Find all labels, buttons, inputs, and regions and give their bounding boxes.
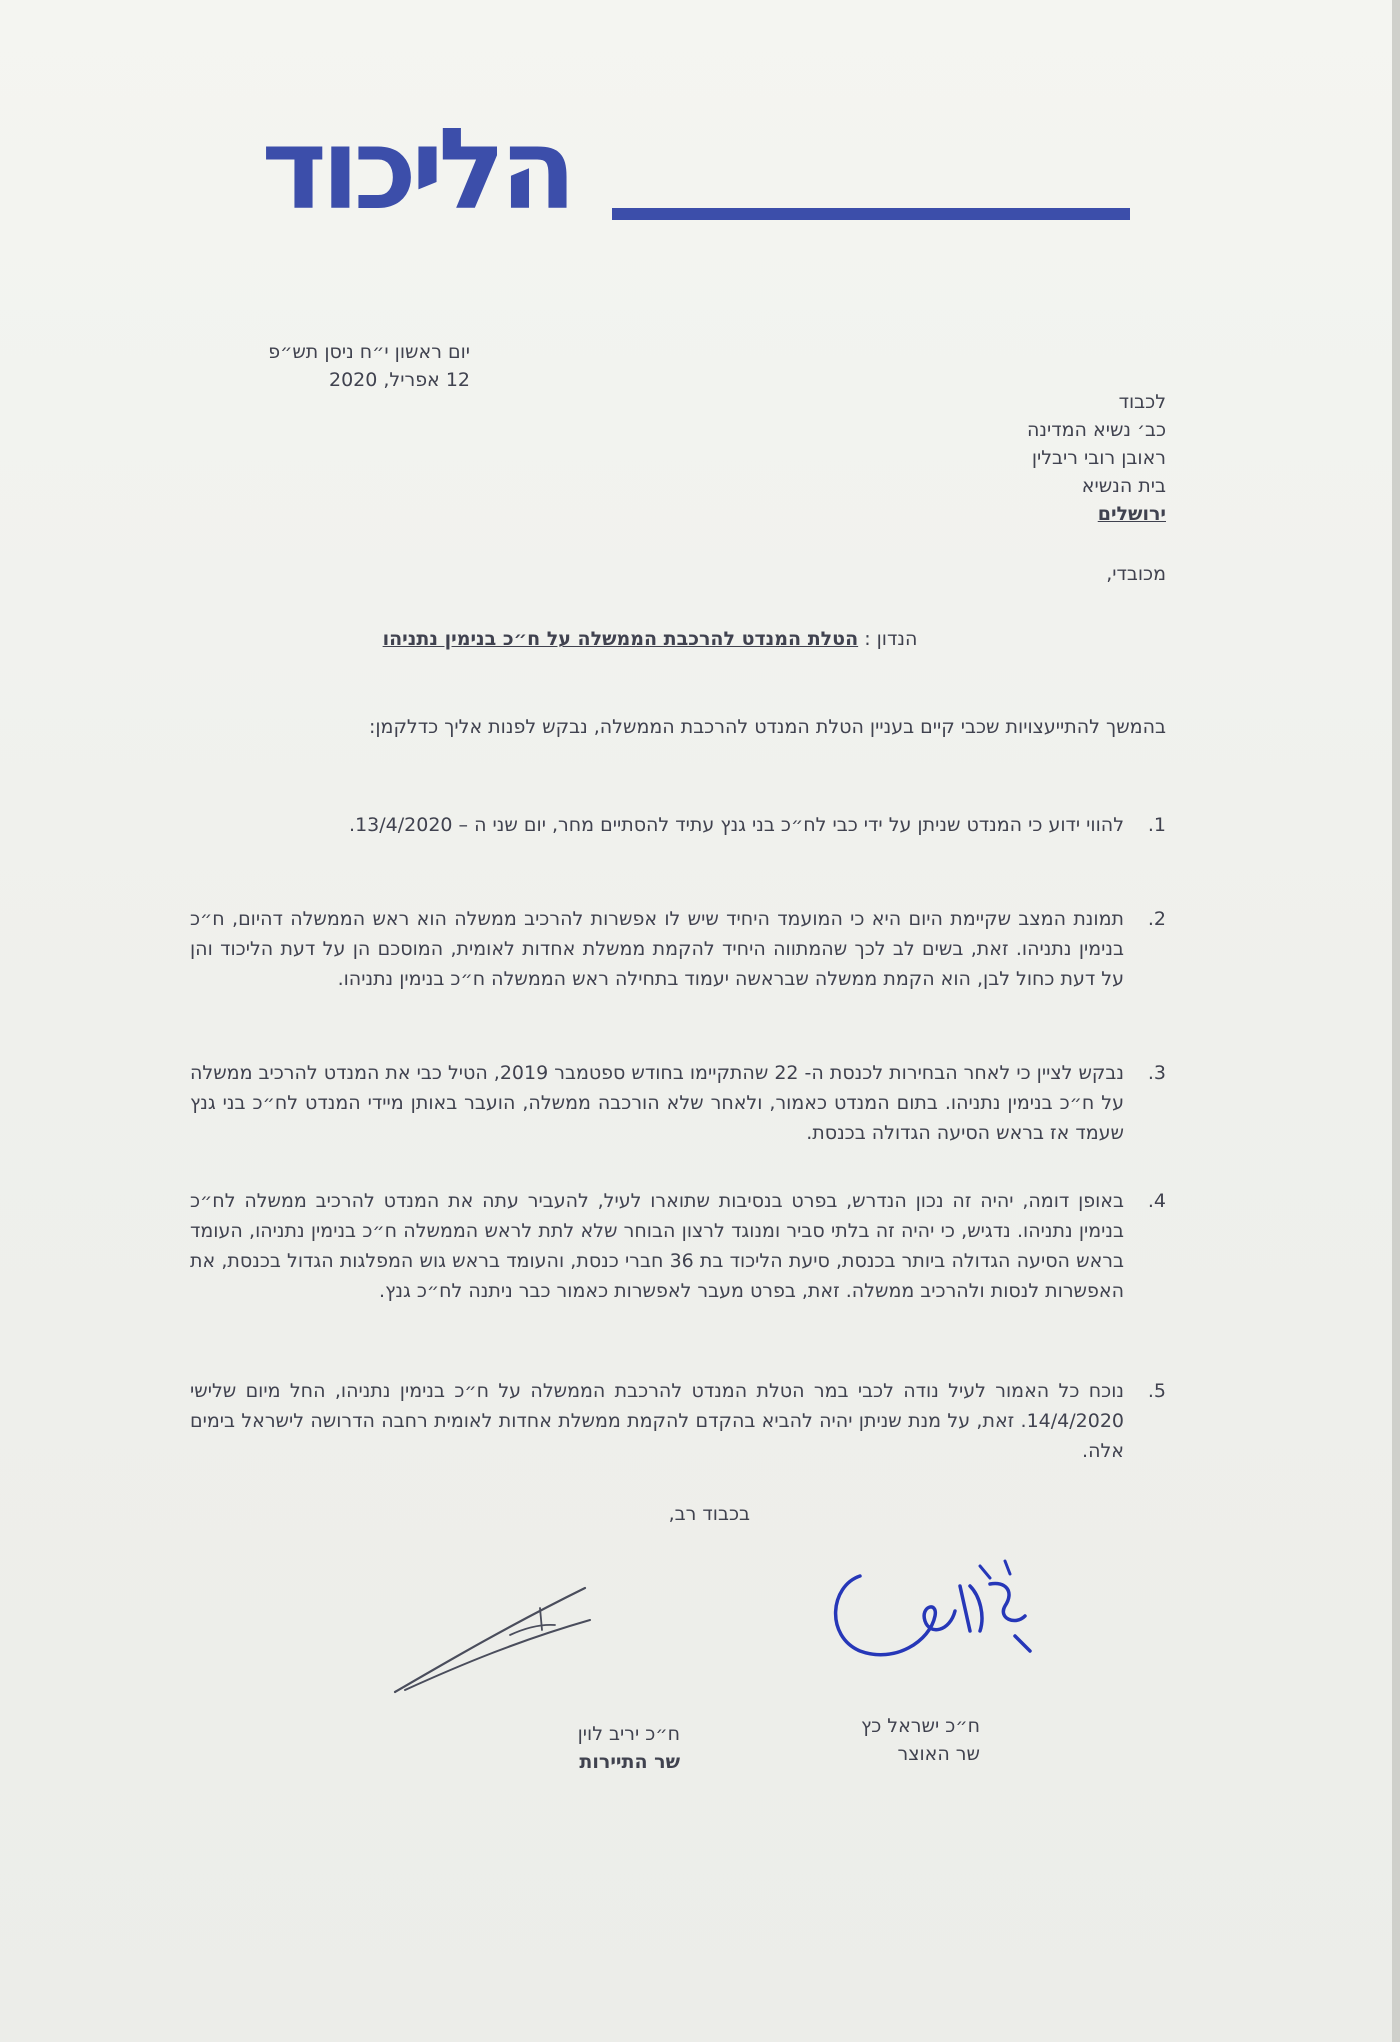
numbered-paragraph [190, 1186, 1166, 1306]
closing-phrase: בכבוד רב, [668, 1503, 750, 1525]
hebrew-date: יום ראשון י״ח ניסן תש״פ [268, 341, 470, 363]
recipient-line: ראובן רובי ריבלין [1031, 447, 1166, 469]
letterhead-rule [612, 208, 1130, 220]
signature-israel-katz [820, 1556, 1040, 1686]
numbered-paragraph [190, 904, 1166, 994]
subject-line [300, 625, 1000, 653]
paragraph-text: להווי ידוע כי המנדט שניתן על ידי כבי לח״כ בני גנץ עתיד להסתיים מחר, יום שני ה – 13/4/2020. [349, 814, 1124, 836]
date-block [190, 338, 470, 394]
paragraph-number: 4. [1147, 1190, 1166, 1212]
subject-prefix: הנדון : [864, 628, 918, 650]
paragraph-number: 5. [1147, 1380, 1166, 1402]
recipient-city: ירושלים [1097, 503, 1166, 525]
party-letterhead [226, 105, 1130, 238]
paragraph-text: נוכח כל האמור לעיל נודה לכבי במר הטלת המנדט להרכבת הממשלה על ח״כ בנימין נתניהו, החל מיום שלישי 14/4/2020. זאת, על מנת שניתן יהיה להביא בהקדם להקמת ממשלת אחדות לאומית רחבה הדרושה לישראל בימים אלה. [190, 1380, 1124, 1462]
paragraph-text: נבקש לציין כי לאחר הבחירות לכנסת ה- 22 שהתקיימו בחודש ספטמבר 2019, הטיל כבי את המנדט להרכיב ממשלה על ח״כ בנימין נתניהו. בתום המנדט כאמור, ולאחר שלא הורכבה ממשלה, הועבר באותן מיידי המנדט לח״כ בני גנץ שעמד אז בראש הסיעה הגדולה בכנסת. [189, 1062, 1124, 1144]
gregorian-date: 12 אפריל, 2020 [328, 369, 470, 391]
recipient-line: לכבוד [1118, 391, 1166, 413]
numbered-paragraph [190, 810, 1166, 840]
paragraph-text: תמונת המצב שקיימת היום היא כי המועמד היחיד שיש לו אפשרות להרכיב ממשלה הוא ראש הממשלה דהיום, ח״כ בנימין נתניהו. זאת, בשים לב לכך שהמתווה היחיד להקמת ממשלת אחדות לאומית, המוסכם הן על דעת הליכוד והן על דעת כחול לבן, הוא הקמת ממשלה שבראשה יעמוד בתחילה ראש הממשלה ח״כ בנימין נתניהו. [190, 908, 1124, 990]
signature-yariv-levin [390, 1580, 600, 1700]
signatory-title: שר התיירות [579, 1751, 680, 1773]
party-logo: הליכוד [261, 105, 571, 235]
signatory-name: ח״כ ישראל כץ [860, 1715, 980, 1737]
paragraph-number: 3. [1147, 1062, 1166, 1084]
paragraph-number: 1. [1147, 814, 1166, 836]
paragraph-number: 2. [1147, 908, 1166, 930]
intro-paragraph: בהמשך להתייעצויות שכבי קיים בעניין הטלת המנדט להרכבת הממשלה, נבקש לפנות אליך כדלקמן: [368, 716, 1166, 738]
recipient-line: בית הנשיא [1081, 475, 1166, 497]
recipient-address [880, 388, 1166, 528]
numbered-paragraph [190, 1058, 1166, 1148]
signatory-name: ח״כ יריב לוין [577, 1723, 680, 1745]
recipient-line: כב׳ נשיא המדינה [1027, 419, 1166, 441]
salutation: מכובדי, [1106, 563, 1166, 585]
paragraph-text: באופן דומה, יהיה זה נכון הנדרש, בפרט בנסיבות שתוארו לעיל, להעביר עתה את המנדט להרכיב ממשלה לח״כ בנימין נתניהו. נדגיש, כי יהיה זה בלתי סביר ומנוגד לרצון הבוחר שלא לתת לראש הממשלה ח״כ בנימין נתניהו, העומד בראש הסיעה הגדולה ביותר בכנסת, סיעת הליכוד בת 36 חברי כנסת, והעומד בראש גוש המפלגות הגדול בכנסת, את האפשרות לנסות ולהרכיב ממשלה. זאת, בפרט מעבר לאפשרות כאמור כבר ניתנה לח״כ גנץ. [190, 1190, 1124, 1302]
subject-text: הטלת המנדט להרכבת הממשלה על ח״כ בנימין נתניהו [382, 628, 859, 650]
numbered-paragraph [190, 1376, 1166, 1466]
signatory-title: שר האוצר [897, 1743, 980, 1765]
